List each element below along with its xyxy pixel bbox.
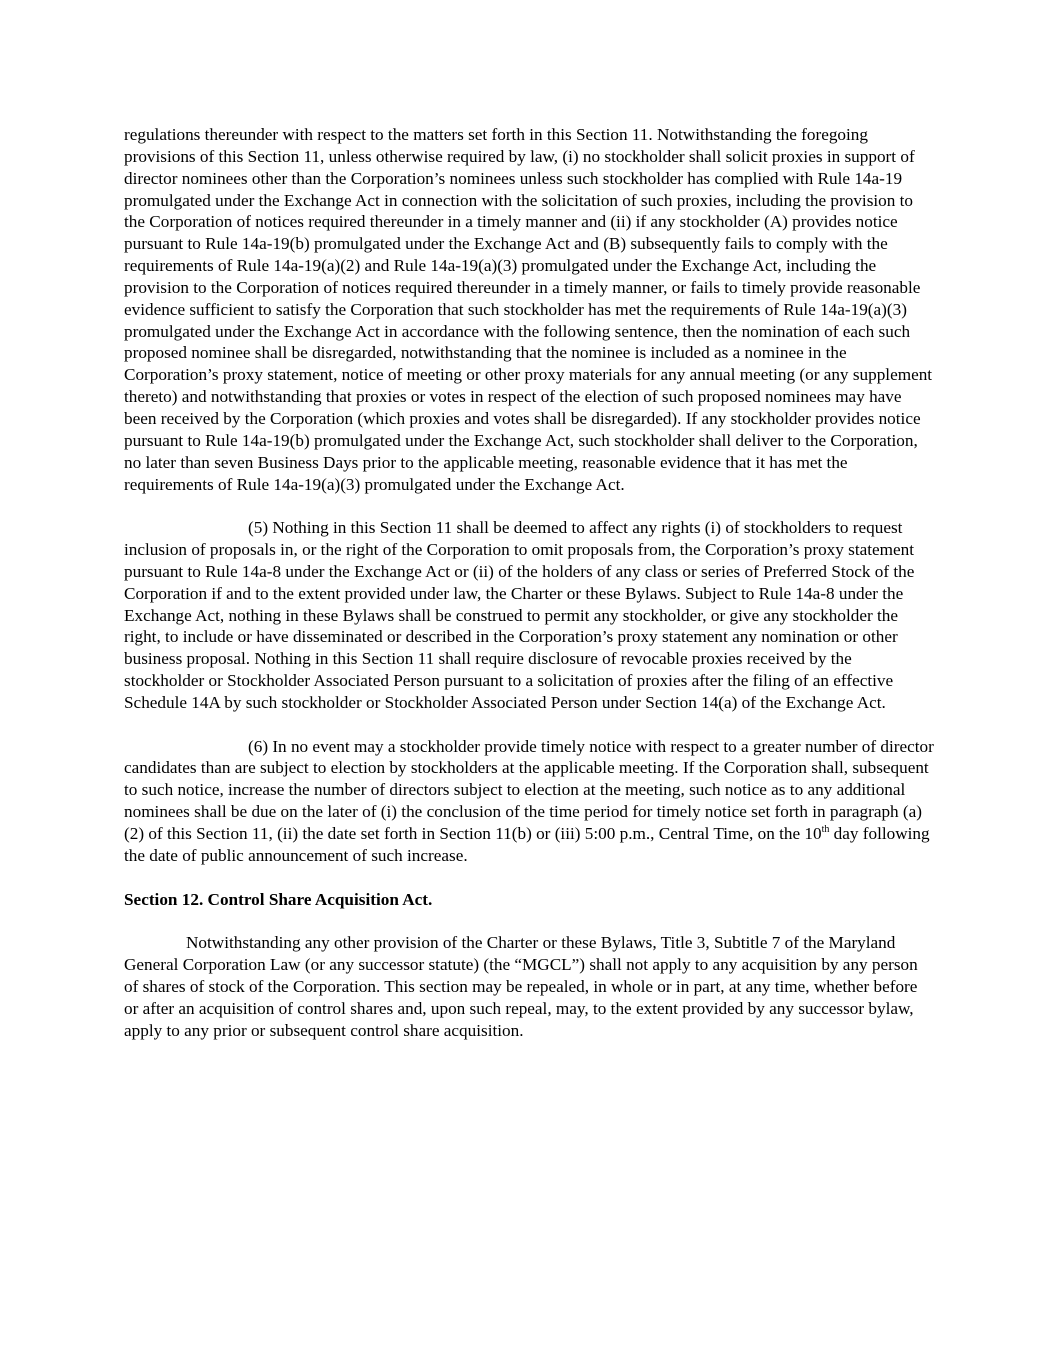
- continued-paragraph: regulations thereunder with respect to the matters set forth in this Section 11. Notwithstanding the foregoing provisions of this Section 11, unless otherwise required by law, (i) no stockholder shall solicit proxies in support of director nominees other than the Corporation’s nominees unless such stockholder has complied with Rule 14a-19 promulgated under the Exchange Act in connection with the solicitation of such proxies, including the provision to the Corporation of notices required thereunder in a timely manner and (ii) if any stockholder (A) provides notice pursuant to Rule 14a-19(b) promulgated under the Exchange Act and (B) subsequently fails to comply with the requirements of Rule 14a-19(a)(2) and Rule 14a-19(a)(3) promulgated under the Exchange Act, including the provision to the Corporation of notices required thereunder in a timely manner, or fails to timely provide reasonable evidence sufficient to satisfy the Corporation that such stockholder has met the requirements of Rule 14a-19(a)(3) promulgated under the Exchange Act in accordance with the following sentence, then the nomination of each such proposed nominee shall be disregarded, notwithstanding that the nominee is included as a nominee in the Corporation’s proxy statement, notice of meeting or other proxy materials for any annual meeting (or any supplement thereto) and notwithstanding that proxies or votes in respect of the election of such proposed nominees may have been received by the Corporation (which proxies and votes shall be disregarded). If any stockholder provides notice pursuant to Rule 14a-19(b) promulgated under the Exchange Act, such stockholder shall deliver to the Corporation, no later than seven Business Days prior to the applicable meeting, reasonable evidence that it has met the requirements of Rule 14a-19(a)(3) promulgated under the Exchange Act.: [124, 125, 933, 494]
- section-12-body: Notwithstanding any other provision of the Charter or these Bylaws, Title 3, Subtitle 7 of the Maryland General Corporation Law (or any successor statute) (the “MGCL”) shall not apply to any acquisition by any person of shares of stock of the Corporation. This section may be repealed, in whole or in part, at any time, whether before or after an acquisition of control shares and, upon such repeal, may, to the extent provided by any successor bylaw, apply to any prior or subsequent control share acquisition.: [124, 933, 918, 1040]
- paragraph-6-text-start: (6) In no event may a stockholder provide timely notice with respect to a greater number of director candidates than are subject to election by stockholders at the applicable meeting. If the Corporation shall, subsequent to such notice, increase the number of directors subject to election at the meeting, such notice as to any additional nominees shall be due on the later of (i) the conclusion of the time period for timely notice set forth in paragraph (a)(2) of this Section 11, (ii) the date set forth in Section 11(b) or (iii) 5:00 p.m., Central Time, on the 10: [124, 736, 934, 843]
- paragraph-5: (5) Nothing in this Section 11 shall be deemed to affect any rights (i) of stockholders to request inclusion of proposals in, or the right of the Corporation to omit proposals from, the Corporation’s proxy statement pursuant to Rule 14a-8 under the Exchange Act or (ii) of the holders of any class or series of Preferred Stock of the Corporation if and to the extent provided under law, the Charter or these Bylaws. Subject to Rule 14a-8 under the Exchange Act, nothing in these Bylaws shall be construed to permit any stockholder, or give any stockholder the right, to include or have disseminated or described in the Corporation’s proxy statement any nomination or other business proposal. Nothing in this Section 11 shall require disclosure of revocable proxies received by the stockholder or Stockholder Associated Person pursuant to a solicitation of proxies after the filing of an effective Schedule 14A by such stockholder or Stockholder Associated Person under Section 14(a) of the Exchange Act.: [124, 518, 915, 712]
- paragraph-spacer: [124, 867, 936, 889]
- paragraph-spacer: [124, 910, 936, 932]
- ordinal-superscript: th: [821, 824, 830, 835]
- section-12-heading: Section 12. Control Share Acquisition Act.: [124, 889, 433, 909]
- paragraph-6-text-end: day following the date of public announcement of such increase.: [124, 824, 930, 865]
- paragraph-6: [124, 736, 936, 867]
- document-page: [124, 124, 936, 1041]
- paragraph-spacer: [124, 495, 936, 517]
- paragraph-spacer: [124, 714, 936, 736]
